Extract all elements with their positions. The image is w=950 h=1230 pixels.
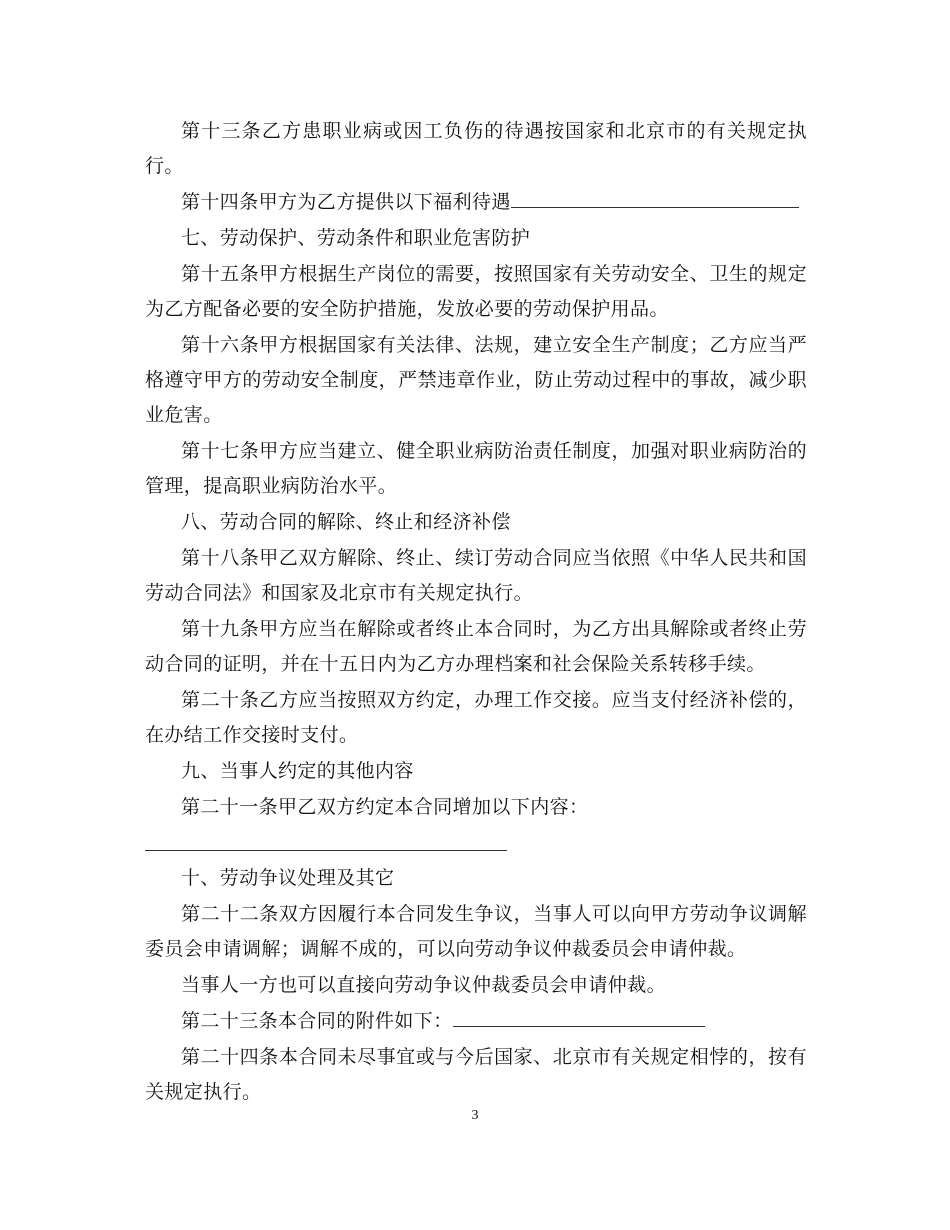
article-19: 第十九条甲方应当在解除或者终止本合同时，为乙方出具解除或者终止劳动合同的证明，并在十五日内为乙方办理档案和社会保险关系转移手续。 xyxy=(145,618,807,675)
article-23: 第二十三条本合同的附件如下： xyxy=(145,1004,807,1039)
article-14: 第十四条甲方为乙方提供以下福利待遇 xyxy=(145,185,807,220)
section-8-heading: 八、劳动合同的解除、终止和经济补偿 xyxy=(181,511,511,533)
article-17: 第十七条甲方应当建立、健全职业病防治责任制度，加强对职业病防治的管理，提高职业病防治水平。 xyxy=(145,440,807,497)
article-22: 第二十二条双方因履行本合同发生争议，当事人可以向甲方劳动争议调解委员会申请调解；调解不成的，可以向劳动争议仲裁委员会申请仲裁。 xyxy=(145,903,807,960)
page-number: 3 xyxy=(471,1108,479,1123)
section-9-heading: 九、当事人约定的其他内容 xyxy=(181,760,414,782)
article-13: 第十三条乙方患职业病或因工负伤的待遇按国家和北京市的有关规定执行。 xyxy=(145,120,807,177)
document-body xyxy=(145,114,807,1111)
article-15: 第十五条甲方根据生产岗位的需要，按照国家有关劳动安全、卫生的规定为乙方配备必要的安全防护措施，发放必要的劳动保护用品。 xyxy=(145,263,807,320)
attachment-blank-line xyxy=(453,1006,705,1027)
article-21: 第二十一条甲乙双方约定本合同增加以下内容： xyxy=(181,796,589,818)
section-7-heading: 七、劳动保护、劳动条件和职业危害防护 xyxy=(181,227,531,249)
welfare-blank-line xyxy=(511,187,799,208)
section-10-heading: 十、劳动争议处理及其它 xyxy=(181,867,395,889)
article-16: 第十六条甲方根据国家有关法律、法规，建立安全生产制度；乙方应当严格遵守甲方的劳动安全制度，严禁违章作业，防止劳动过程中的事故，减少职业危害。 xyxy=(145,334,807,426)
additional-content-blank-line xyxy=(145,826,507,851)
article-24: 第二十四条本合同未尽事宜或与今后国家、北京市有关规定相悖的，按有关规定执行。 xyxy=(145,1046,807,1103)
article-20: 第二十条乙方应当按照双方约定，办理工作交接。应当支付经济补偿的，在办结工作交接时支付。 xyxy=(145,689,807,746)
article-18: 第十八条甲乙双方解除、终止、续订劳动合同应当依照《中华人民共和国劳动合同法》和国家及北京市有关规定执行。 xyxy=(145,547,807,604)
arbitration-note: 当事人一方也可以直接向劳动争议仲裁委员会申请仲裁。 xyxy=(181,974,667,996)
